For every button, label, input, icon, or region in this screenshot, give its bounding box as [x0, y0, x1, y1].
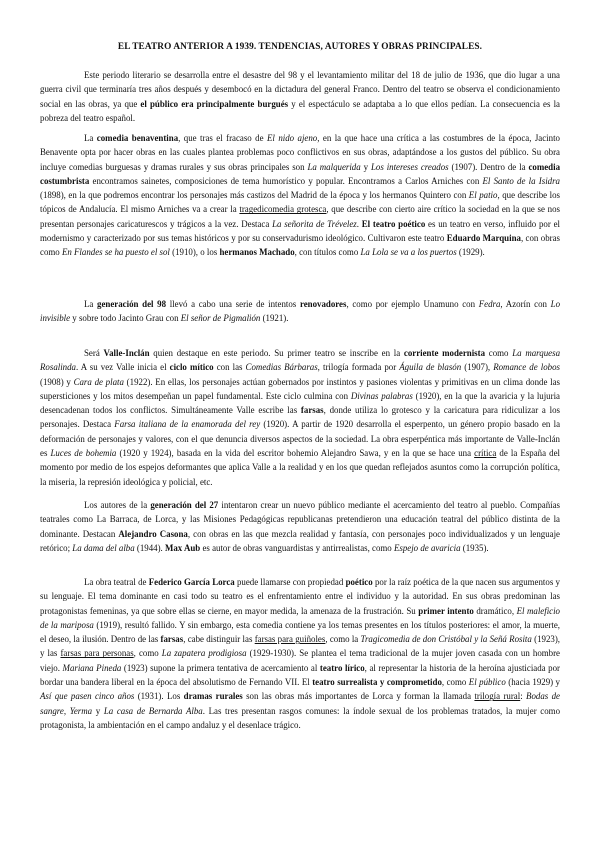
text-run: , trilogía formada por — [317, 362, 400, 373]
text-run: Eduardo Marquina — [446, 233, 521, 244]
text-run: La — [84, 133, 97, 143]
text-run: es autor de obras vanguardistas y antirrealistas, como — [200, 542, 394, 553]
text-run: , con obras en las que mezcla realidad y fantasía, con personajes poco individualizados y un lenguaje retórico; — [40, 528, 561, 553]
text-run: trilogía rural — [474, 691, 521, 702]
text-run: Luces de bohemia — [50, 448, 117, 459]
text-run: La casa de Bernarda Alba — [103, 705, 203, 716]
text-run: Lo invisible — [40, 299, 561, 324]
paragraph-lorca — [40, 575, 560, 732]
text-run: comedia costumbrista — [40, 161, 561, 186]
text-run: y el espectáculo se adaptaba a lo que ellos pedían. La consecuencia es la pobreza del teatro español. — [40, 98, 560, 123]
text-run: Divinas palabras — [350, 390, 413, 401]
text-run: farsas — [300, 405, 324, 416]
text-run: , como por ejemplo Unamuno con — [346, 299, 479, 309]
text-run: El teatro poético — [361, 218, 426, 229]
text-run: . A su vez Valle inicia el — [76, 362, 170, 373]
text-run: . Las tres presentan rasgos comunes: la índole sexual de los problemas tratados, la mujer como protagonista, la ambientación en el campo andaluz y el desenlace trágico. — [40, 705, 561, 730]
text-run: con las — [213, 362, 246, 373]
text-run: La marquesa Rosalinda — [40, 348, 561, 373]
text-run: (1920). A partir de 1920 desarrolla el esperpento, un género propio basado en la deformación de personajes y valores, con el que denuncia diversos aspectos de la sociedad. La obra esperpéntica más importante de Valle-Inclán es — [40, 419, 561, 459]
text-run: La dama del alba — [72, 542, 135, 553]
text-run: Será — [84, 348, 104, 358]
text-run: Valle-Inclán — [103, 348, 150, 358]
paragraph-valle-inclan — [40, 346, 560, 489]
text-run: Fedra — [478, 299, 501, 309]
text-run: Yerma — [69, 705, 93, 716]
text-run: llevó a cabo una serie de intentos — [166, 299, 300, 309]
text-run: , — [63, 705, 70, 716]
text-run: comedia benaventina — [96, 133, 179, 143]
text-run: y — [360, 161, 371, 172]
text-run: (1935). — [460, 542, 489, 553]
text-run: , Azorín con — [500, 299, 551, 309]
text-run: (1929-1930). Se plantea el tema tradicional de la mujer joven casada con un hombre viejo. — [40, 648, 561, 673]
text-run: , como la — [325, 634, 361, 645]
text-run: La — [84, 299, 98, 309]
text-run: (1931). Los — [134, 691, 184, 702]
text-run: teatro lírico — [319, 662, 365, 673]
text-run: En Flandes se ha puesto el sol — [61, 247, 170, 258]
text-run: (1908) y — [40, 376, 74, 387]
text-run: , al representar la historia de la heroína ajusticiada por bordar una bandera liberal en la época del absolutismo de Fernando VII. El — [40, 662, 561, 688]
text-run: intentaron crear un nuevo público mediante el acercamiento del teatro al pueblo. Compañías teatrales como La Barraca, de Lorca, y las Misiones Pedagógicas republicanas pretendieron una educación teatral del público distinta de la dominante. Destacan — [40, 500, 560, 539]
text-run: (1922). En ellas, los personajes actúan gobernados por instintos y pasiones violentas y primitivas en un clima donde las supersticiones y los mitos desempeñan un papel fundamental. Este ciclo culmina con — [40, 376, 560, 401]
text-run: (1907). Dentro de la — [448, 161, 529, 172]
text-run: La Lola se va a los puertos — [360, 247, 457, 258]
text-run: Los autores de la — [84, 500, 151, 510]
text-run: (1898), en la que podremos encontrar los personajes más castizos del Madrid de la época y los hermanos Quintero con — [40, 190, 469, 201]
text-run: , cabe distinguir las — [183, 634, 255, 645]
text-run: el público era principalmente burgués — [140, 98, 289, 109]
text-run: La zapatera prodigiosa — [161, 648, 247, 659]
text-run: como — [485, 348, 513, 358]
text-run: El señor de Pigmalión — [180, 313, 261, 324]
text-run: Espejo de avaricia — [393, 542, 461, 553]
text-run: , con títulos como — [294, 247, 361, 258]
text-run: Mariana Pineda — [62, 662, 122, 673]
text-run: tragedicomedia grotesca — [239, 204, 327, 215]
text-run: La señorita de Trévelez — [272, 218, 357, 229]
text-run: Federico García Lorca — [148, 577, 235, 587]
text-run: Comedias Bárbaras — [245, 362, 318, 373]
text-run: , con obras como — [40, 233, 560, 258]
text-run: , en la que hace una crítica a las costumbres de la época, Jacinto Benavente opta por hacer obras en las cuales plantea problemas poco conflictivos en sus obras, adaptándose a los gustos del público. Su obra incluye comedias burguesas y dramas rurales y sus obras principales son — [40, 133, 560, 172]
text-run: son las obras más importantes de Lorca y forman la llamada — [242, 691, 475, 702]
text-run: Este periodo literario se desarrolla entre el desastre del 98 y el levantamiento militar del 18 de julio de 1936, que dio lugar a una guerra civil que terminaría tres años después y desembocó en la dictadura del general Franco. Dentro del teatro se observa el condicionamiento social en las obras, ya que — [40, 70, 560, 109]
text-run: (1921). — [260, 313, 289, 324]
text-run: El maleficio de la mariposa — [40, 605, 560, 630]
text-run: es un teatro en verso, influido por el modernismo y caracterizado por sus temas históricos y por su conservadurismo ideológico. Cultivaron este teatro — [40, 218, 560, 244]
text-run: (1944). — [134, 542, 165, 553]
text-run: , donde utiliza lo grotesco y la caricatura para ridiculizar a los personajes. Destaca — [40, 405, 560, 430]
text-run: y sobre todo Jacinto Grau con — [70, 313, 181, 324]
text-run: dramático, — [473, 605, 517, 616]
text-run: renovadores — [299, 299, 347, 309]
text-run: (1919), resultó fallido. Y sin embargo, esta comedia contiene ya los temas presentes en los títulos posteriores: el amor, la muerte, el deseo, la ilusión. Dentro de las — [40, 619, 560, 645]
document-title: EL TEATRO ANTERIOR A 1939. TENDENCIAS, AUTORES Y OBRAS PRINCIPALES. — [117, 42, 483, 52]
text-run: El patio — [468, 190, 498, 201]
text-run: Los intereses creados — [370, 161, 449, 172]
text-run: y — [92, 705, 104, 716]
text-run: (hacia 1929) y — [505, 677, 560, 688]
text-run: (1910), o los — [169, 247, 220, 258]
text-run: quien destaque en este periodo. Su primer teatro se inscribe en la — [149, 348, 404, 358]
text-run: (1923), y las — [40, 634, 560, 659]
text-run: El nido ajeno — [267, 133, 318, 143]
text-run: teatro surrealista y comprometido — [312, 677, 442, 688]
text-run: (1923) supone la primera tentativa de acercamiento al — [121, 662, 320, 673]
text-run: Tragicomedia de don Cristóbal y la Señá Rosita — [360, 634, 532, 645]
text-run: por la raíz poética de la que nacen sus argumentos y su lenguaje. El tema dominante en casi todo su teatro es el enfrentamiento entre el individuo y la autoridad. En sus obras predominan las protagonistas femeninas, ya que sobre ellas se cierne, en mayor medida, la amenaza de la frustración. Su — [40, 577, 560, 616]
text-run: , como — [133, 648, 162, 659]
text-run: (1920 y 1924), basada en la vida del escritor bohemio Alejandro Sawa, y en la que se hace una — [116, 448, 475, 459]
text-run: hermanos Machado — [219, 247, 295, 258]
text-run: (1920), en la que la avaricia y la lujuria desencadenan todos los conflictos. Simultáneamente Valle escribe las — [40, 390, 560, 416]
text-run: : — [520, 691, 527, 702]
text-run: Águila de blasón — [399, 362, 462, 373]
text-run: poético — [345, 577, 373, 587]
text-run: puede llamarse con propiedad — [234, 577, 346, 587]
text-run: El Santo de la Isidra — [482, 175, 560, 186]
text-run: Max Aub — [164, 542, 201, 553]
text-run: farsas — [160, 634, 184, 645]
text-run: (1907), — [461, 362, 494, 373]
text-run: generación del 27 — [150, 500, 219, 510]
text-run: generación del 98 — [97, 299, 167, 309]
text-run: farsas para guiñoles — [254, 634, 326, 645]
text-run: La obra teatral de — [84, 577, 149, 587]
text-run: , que describe con cierto aire crítico la sociedad en la que se nos presentan personajes caricaturescos y trágicos a la vez. Destaca — [40, 204, 560, 229]
text-run: , como — [441, 677, 469, 688]
text-run: de la España del momento por medio de los espejos deformantes que aplica Valle a la realidad y en los que quedan reflejados asuntos como la corrupción política, la miseria, la represión ideológica y policial, etc. — [40, 448, 560, 487]
text-run: Cara de plata — [73, 376, 124, 387]
text-run: primer intento — [418, 605, 474, 616]
text-run: ciclo mítico — [169, 362, 214, 373]
text-run: , que tras el fracaso de — [178, 133, 267, 143]
text-run: Alejandro Casona — [118, 528, 188, 539]
paragraph-generacion-27 — [40, 498, 560, 555]
text-run: farsas para personas — [60, 648, 134, 659]
text-run: Romance de lobos — [493, 362, 560, 373]
text-run: El público — [468, 677, 506, 688]
paragraph-generacion-98 — [40, 297, 560, 326]
text-run: , que describe los tópicos de Andalucía. El mismo Arniches va a crear la — [40, 190, 560, 215]
text-run: corriente modernista — [403, 348, 486, 358]
text-run: Bodas de sangre — [40, 691, 560, 716]
text-run: Así que pasen cinco años — [40, 691, 135, 702]
text-run: (1929). — [456, 247, 485, 258]
paragraph-intro — [40, 68, 560, 125]
text-run: dramas rurales — [183, 691, 243, 702]
text-run: encontramos sainetes, composiciones de tema humorístico y popular. Encontramos a Carlos Arniches con — [89, 175, 483, 186]
text-run: crítica — [474, 448, 497, 459]
text-run: La malquerida — [307, 161, 361, 172]
paragraph-benavente — [40, 131, 560, 260]
text-run: . — [356, 218, 362, 229]
text-run: Farsa italiana de la enamorada del rey — [114, 419, 261, 430]
